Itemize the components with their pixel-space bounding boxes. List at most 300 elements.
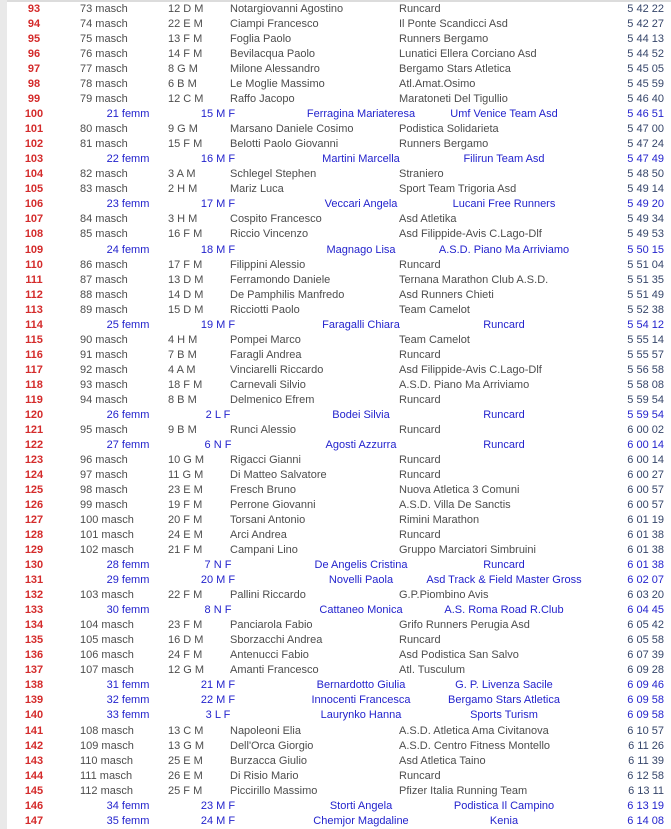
- athlete-name-cell: Filippini Alessio: [230, 258, 306, 271]
- time-cell: 5 56 58: [627, 363, 664, 376]
- time-cell: 6 03 20: [627, 589, 664, 602]
- rank-cell: 137: [24, 664, 44, 677]
- category-cell: 19 M F: [200, 318, 236, 331]
- athlete-name-cell: Torsani Antonio: [230, 514, 306, 527]
- result-row: [0, 152, 671, 167]
- rank-cell: 142: [24, 739, 44, 752]
- team-cell: A.S.D. Atletica Ama Civitanova: [399, 724, 549, 737]
- athlete-name-cell: Burzacca Giulio: [230, 754, 308, 767]
- athlete-name-cell: Piccirillo Massimo: [230, 784, 318, 797]
- category-cell: 17 F M: [168, 258, 203, 271]
- time-cell: 6 01 38: [627, 544, 664, 557]
- time-cell: 5 52 38: [627, 303, 664, 316]
- team-cell: Pfizer Italia Running Team: [399, 784, 528, 797]
- category-cell: 18 F M: [168, 378, 203, 391]
- team-cell: Asd Atletica Taino: [399, 754, 486, 767]
- gender-rank-cell: 105 masch: [80, 634, 134, 647]
- team-cell: Grifo Runners Perugia Asd: [399, 619, 530, 632]
- team-cell: Asd Filippide-Avis C.Lago-Dlf: [399, 228, 542, 241]
- result-row: [0, 197, 671, 212]
- category-cell: 3 L F: [205, 709, 231, 722]
- rank-cell: 101: [24, 123, 44, 136]
- result-row: [0, 17, 671, 32]
- time-cell: 6 11 39: [628, 754, 664, 767]
- rank-cell: 108: [24, 228, 44, 241]
- rank-cell: 127: [24, 514, 44, 527]
- athlete-name-cell: Novelli Paola: [328, 574, 394, 587]
- gender-rank-cell: 86 masch: [80, 258, 128, 271]
- team-cell: Runners Bergamo: [399, 138, 489, 151]
- athlete-name-cell: Ferramondo Daniele: [230, 273, 331, 286]
- athlete-name-cell: Ricciotti Paolo: [230, 303, 300, 316]
- team-cell: Runcard: [483, 408, 525, 421]
- time-cell: 5 54 12: [627, 318, 664, 331]
- time-cell: 5 49 53: [627, 228, 664, 241]
- category-cell: 23 F M: [168, 619, 203, 632]
- athlete-name-cell: Martini Marcella: [322, 153, 400, 166]
- result-row: [0, 243, 671, 258]
- rank-cell: 94: [27, 18, 41, 31]
- team-cell: Runcard: [483, 559, 525, 572]
- category-cell: 15 D M: [168, 303, 204, 316]
- result-row: [0, 137, 671, 152]
- athlete-name-cell: Dell'Orca Giorgio: [230, 739, 314, 752]
- time-cell: 5 45 59: [627, 78, 664, 91]
- athlete-name-cell: Mariz Luca: [230, 183, 284, 196]
- result-row: [0, 32, 671, 47]
- team-cell: Umf Venice Team Asd: [450, 108, 558, 121]
- result-row: [0, 588, 671, 603]
- result-row: [0, 273, 671, 288]
- team-cell: Nuova Atletica 3 Comuni: [399, 484, 520, 496]
- result-row: [0, 724, 671, 739]
- gender-rank-cell: 93 masch: [80, 378, 128, 391]
- team-cell: Runcard: [399, 453, 441, 466]
- athlete-name-cell: Ciampi Francesco: [230, 18, 319, 31]
- result-row: [0, 754, 671, 769]
- time-cell: 6 05 42: [627, 619, 664, 632]
- team-cell: G. P. Livenza Sacile: [455, 679, 553, 692]
- rank-cell: 131: [24, 574, 44, 587]
- gender-rank-cell: 100 masch: [80, 514, 134, 527]
- results-table: [0, 2, 671, 829]
- time-cell: 5 49 34: [627, 213, 664, 226]
- athlete-name-cell: Pompei Marco: [230, 333, 301, 346]
- team-cell: A.S.D. Villa De Sanctis: [399, 499, 511, 512]
- gender-rank-cell: 77 masch: [80, 63, 128, 76]
- time-cell: 5 46 51: [627, 108, 664, 121]
- time-cell: 6 09 58: [627, 709, 664, 722]
- category-cell: 26 E M: [168, 769, 203, 782]
- rank-cell: 143: [24, 754, 44, 767]
- result-row: [0, 288, 671, 303]
- gender-rank-cell: 84 masch: [80, 213, 128, 226]
- athlete-name-cell: Marsano Daniele Cosimo: [230, 123, 354, 136]
- time-cell: 5 42 27: [627, 18, 664, 31]
- category-cell: 24 M F: [200, 814, 236, 827]
- time-cell: 5 59 54: [627, 408, 664, 421]
- time-cell: 6 05 58: [627, 634, 664, 647]
- result-row: [0, 438, 671, 453]
- rank-cell: 109: [24, 243, 44, 256]
- athlete-name-cell: Panciarola Fabio: [230, 619, 313, 632]
- category-cell: 10 G M: [168, 453, 205, 466]
- gender-rank-cell: 26 femm: [106, 408, 150, 421]
- time-cell: 5 51 35: [627, 273, 664, 286]
- athlete-name-cell: Pallini Riccardo: [230, 589, 306, 602]
- gender-rank-cell: 73 masch: [80, 3, 128, 15]
- team-cell: Ternana Marathon Club A.S.D.: [399, 273, 549, 286]
- result-row: [0, 678, 671, 693]
- category-cell: 20 F M: [168, 514, 203, 527]
- gender-rank-cell: 80 masch: [80, 123, 128, 136]
- athlete-name-cell: Notargiovanni Agostino: [230, 3, 344, 15]
- gender-rank-cell: 83 masch: [80, 183, 128, 196]
- team-cell: Runcard: [399, 468, 441, 481]
- rank-cell: 133: [24, 604, 44, 617]
- result-row: [0, 769, 671, 784]
- rank-cell: 144: [24, 769, 44, 782]
- result-row: [0, 498, 671, 513]
- category-cell: 6 B M: [168, 78, 197, 91]
- category-cell: 14 F M: [168, 48, 203, 61]
- category-cell: 20 M F: [200, 574, 236, 587]
- gender-rank-cell: 21 femm: [106, 108, 150, 121]
- rank-cell: 125: [24, 484, 44, 496]
- time-cell: 6 00 27: [627, 468, 664, 481]
- rank-cell: 110: [25, 258, 43, 271]
- rank-cell: 100: [24, 108, 44, 121]
- category-cell: 9 G M: [168, 123, 198, 136]
- result-row: [0, 303, 671, 318]
- category-cell: 15 F M: [168, 138, 203, 151]
- athlete-name-cell: Di Matteo Salvatore: [230, 468, 327, 481]
- result-row: [0, 663, 671, 678]
- gender-rank-cell: 25 femm: [106, 318, 150, 331]
- team-cell: Lunatici Ellera Corciano Asd: [399, 48, 537, 61]
- category-cell: 16 F M: [168, 228, 203, 241]
- gender-rank-cell: 85 masch: [80, 228, 128, 241]
- time-cell: 6 09 46: [627, 679, 664, 692]
- athlete-name-cell: Delmenico Efrem: [230, 393, 315, 406]
- gender-rank-cell: 101 masch: [80, 529, 134, 542]
- time-cell: 6 01 38: [627, 529, 664, 542]
- gender-rank-cell: 90 masch: [80, 333, 128, 346]
- gender-rank-cell: 110 masch: [80, 754, 133, 767]
- team-cell: Asd Track & Field Master Gross: [426, 574, 582, 587]
- athlete-name-cell: Magnago Lisa: [326, 243, 396, 256]
- rank-cell: 115: [25, 333, 43, 346]
- rank-cell: 145: [24, 784, 44, 797]
- rank-cell: 104: [24, 168, 44, 181]
- result-row: [0, 603, 671, 618]
- time-cell: 5 59 54: [627, 393, 664, 406]
- team-cell: Maratoneti Del Tigullio: [399, 93, 508, 106]
- team-cell: Kenia: [489, 814, 519, 827]
- result-row: [0, 258, 671, 273]
- athlete-name-cell: Agosti Azzurra: [325, 438, 397, 451]
- time-cell: 6 00 57: [627, 499, 664, 512]
- rank-cell: 97: [27, 63, 41, 76]
- result-row: [0, 62, 671, 77]
- gender-rank-cell: 108 masch: [80, 724, 134, 737]
- team-cell: Runcard: [399, 393, 441, 406]
- result-row: [0, 47, 671, 62]
- athlete-name-cell: Milone Alessandro: [230, 63, 320, 76]
- category-cell: 7 N F: [204, 559, 232, 572]
- rank-cell: 130: [24, 559, 44, 572]
- gender-rank-cell: 29 femm: [106, 574, 150, 587]
- category-cell: 2 H M: [168, 183, 198, 196]
- rank-cell: 132: [24, 589, 44, 602]
- time-cell: 6 13 19: [627, 799, 664, 812]
- team-cell: Runcard: [399, 769, 441, 782]
- gender-rank-cell: 33 femm: [106, 709, 150, 722]
- result-row: [0, 318, 671, 333]
- time-cell: 6 09 28: [627, 664, 664, 677]
- result-row: [0, 618, 671, 633]
- rank-cell: 117: [25, 363, 43, 376]
- gender-rank-cell: 31 femm: [106, 679, 150, 692]
- result-row: [0, 633, 671, 648]
- rank-cell: 107: [24, 213, 44, 226]
- time-cell: 5 58 08: [627, 378, 664, 391]
- gender-rank-cell: 94 masch: [80, 393, 128, 406]
- rank-cell: 136: [24, 649, 44, 662]
- gender-rank-cell: 95 masch: [80, 423, 128, 436]
- result-row: [0, 468, 671, 483]
- result-row: [0, 122, 671, 137]
- category-cell: 13 F M: [168, 33, 203, 46]
- result-row: [0, 513, 671, 528]
- athlete-name-cell: Runci Alessio: [230, 423, 297, 436]
- rank-cell: 135: [24, 634, 44, 647]
- athlete-name-cell: Rigacci Gianni: [230, 453, 301, 466]
- category-cell: 14 D M: [168, 288, 204, 301]
- team-cell: A.S.D. Centro Fitness Montello: [399, 739, 551, 752]
- gender-rank-cell: 99 masch: [80, 499, 128, 512]
- category-cell: 18 M F: [200, 243, 236, 256]
- team-cell: Podistica Solidarieta: [399, 123, 499, 136]
- team-cell: Runcard: [399, 348, 441, 361]
- athlete-name-cell: Napoleoni Elia: [230, 724, 301, 737]
- category-cell: 15 M F: [200, 108, 236, 121]
- athlete-name-cell: Foglia Paolo: [230, 33, 292, 46]
- team-cell: Il Ponte Scandicci Asd: [399, 18, 508, 31]
- athlete-name-cell: Chemjor Magdaline: [313, 814, 409, 827]
- result-row: [0, 693, 671, 708]
- athlete-name-cell: Bernardotto Giulia: [316, 679, 406, 692]
- team-cell: Atl. Tusculum: [399, 664, 466, 677]
- time-cell: 5 49 20: [627, 198, 664, 211]
- category-cell: 12 D M: [168, 3, 204, 15]
- category-cell: 9 B M: [168, 423, 197, 436]
- team-cell: Asd Filippide-Avis C.Lago-Dlf: [399, 363, 542, 376]
- rank-cell: 134: [24, 619, 44, 632]
- result-row: [0, 227, 671, 242]
- category-cell: 8 G M: [168, 63, 198, 76]
- result-row: [0, 77, 671, 92]
- athlete-name-cell: Veccari Angela: [324, 198, 398, 211]
- rank-cell: 126: [24, 499, 44, 512]
- gender-rank-cell: 111 masch: [80, 769, 133, 782]
- category-cell: 16 M F: [200, 153, 236, 166]
- category-cell: 12 C M: [168, 93, 204, 106]
- team-cell: Team Camelot: [399, 303, 470, 316]
- time-cell: 5 42 22: [627, 3, 664, 15]
- team-cell: G.P.Piombino Avis: [399, 589, 489, 602]
- gender-rank-cell: 22 femm: [106, 153, 150, 166]
- gender-rank-cell: 88 masch: [80, 288, 128, 301]
- time-cell: 6 00 02: [627, 423, 664, 436]
- category-cell: 19 F M: [168, 499, 203, 512]
- athlete-name-cell: De Pamphilis Manfredo: [230, 288, 345, 301]
- team-cell: Straniero: [399, 168, 444, 181]
- time-cell: 6 00 14: [627, 438, 664, 451]
- time-cell: 6 07 39: [627, 649, 664, 662]
- time-cell: 6 12 58: [627, 769, 664, 782]
- gender-rank-cell: 24 femm: [106, 243, 150, 256]
- athlete-name-cell: Riccio Vincenzo: [230, 228, 309, 241]
- rank-cell: 123: [24, 453, 44, 466]
- category-cell: 24 F M: [168, 649, 203, 662]
- time-cell: 6 11 26: [628, 739, 664, 752]
- category-cell: 7 B M: [168, 348, 197, 361]
- athlete-name-cell: Vinciarelli Riccardo: [230, 363, 324, 376]
- category-cell: 13 D M: [168, 273, 204, 286]
- result-row: [0, 648, 671, 663]
- team-cell: Bergamo Stars Atletica: [448, 694, 560, 707]
- time-cell: 5 47 24: [627, 138, 664, 151]
- time-cell: 5 47 00: [627, 123, 664, 136]
- rank-cell: 105: [24, 183, 44, 196]
- time-cell: 5 47 49: [627, 153, 664, 166]
- team-cell: A.S.D. Piano Ma Arriviamo: [399, 378, 530, 391]
- rank-cell: 147: [24, 814, 44, 827]
- rank-cell: 113: [25, 303, 43, 316]
- time-cell: 6 10 57: [627, 724, 664, 737]
- rank-cell: 120: [24, 408, 44, 421]
- category-cell: 13 C M: [168, 724, 204, 737]
- result-row: [0, 92, 671, 107]
- result-row: [0, 423, 671, 438]
- gender-rank-cell: 28 femm: [106, 559, 150, 572]
- team-cell: Sports Turism: [470, 709, 538, 722]
- athlete-name-cell: Antenucci Fabio: [230, 649, 309, 662]
- result-row: [0, 107, 671, 122]
- rank-cell: 140: [24, 709, 44, 722]
- rank-cell: 122: [24, 438, 44, 451]
- team-cell: Runcard: [399, 634, 441, 647]
- gender-rank-cell: 89 masch: [80, 303, 128, 316]
- rank-cell: 99: [27, 93, 41, 106]
- result-row: [0, 739, 671, 754]
- result-row: [0, 363, 671, 378]
- gender-rank-cell: 34 femm: [106, 799, 150, 812]
- category-cell: 24 E M: [168, 529, 203, 542]
- athlete-name-cell: Faragli Andrea: [230, 348, 302, 361]
- athlete-name-cell: Cattaneo Monica: [319, 604, 403, 617]
- athlete-name-cell: Carnevali Silvio: [230, 378, 306, 391]
- time-cell: 5 45 05: [627, 63, 664, 76]
- gender-rank-cell: 32 femm: [106, 694, 150, 707]
- rank-cell: 141: [24, 724, 44, 737]
- category-cell: 8 B M: [168, 393, 197, 406]
- gender-rank-cell: 79 masch: [80, 93, 128, 106]
- result-row: [0, 182, 671, 197]
- athlete-name-cell: Bevilacqua Paolo: [230, 48, 316, 61]
- gender-rank-cell: 102 masch: [80, 544, 134, 557]
- athlete-name-cell: Raffo Jacopo: [230, 93, 295, 106]
- category-cell: 4 A M: [168, 363, 196, 376]
- result-row: [0, 708, 671, 723]
- category-cell: 3 H M: [168, 213, 198, 226]
- athlete-name-cell: Faragalli Chiara: [322, 318, 400, 331]
- gender-rank-cell: 112 masch: [80, 784, 133, 797]
- team-cell: Runners Bergamo: [399, 33, 489, 46]
- time-cell: 6 02 07: [627, 574, 664, 587]
- category-cell: 25 E M: [168, 754, 203, 767]
- time-cell: 6 14 08: [627, 814, 664, 827]
- result-row: [0, 333, 671, 348]
- athlete-name-cell: Storti Angela: [329, 799, 393, 812]
- gender-rank-cell: 35 femm: [106, 814, 150, 827]
- rank-cell: 98: [27, 78, 41, 91]
- gender-rank-cell: 98 masch: [80, 484, 128, 496]
- category-cell: 4 H M: [168, 333, 198, 346]
- team-cell: Runcard: [399, 423, 441, 436]
- category-cell: 21 M F: [200, 679, 236, 692]
- athlete-name-cell: Schlegel Stephen: [230, 168, 317, 181]
- team-cell: Gruppo Marciatori Simbruini: [399, 544, 536, 557]
- result-row: [0, 483, 671, 498]
- category-cell: 16 D M: [168, 634, 204, 647]
- time-cell: 5 46 40: [627, 93, 664, 106]
- result-row: [0, 2, 671, 17]
- result-row: [0, 453, 671, 468]
- gender-rank-cell: 103 masch: [80, 589, 134, 602]
- rank-cell: 111: [25, 273, 43, 286]
- time-cell: 6 01 19: [627, 514, 664, 527]
- category-cell: 21 F M: [168, 544, 203, 557]
- time-cell: 6 01 38: [627, 559, 664, 572]
- rank-cell: 129: [24, 544, 44, 557]
- athlete-name-cell: Laurynko Hanna: [320, 709, 402, 722]
- team-cell: Runcard: [399, 3, 441, 15]
- rank-cell: 96: [27, 48, 41, 61]
- gender-rank-cell: 92 masch: [80, 363, 128, 376]
- team-cell: Rimini Marathon: [399, 514, 480, 527]
- rank-cell: 138: [24, 679, 44, 692]
- category-cell: 23 M F: [200, 799, 236, 812]
- result-row: [0, 784, 671, 799]
- athlete-name-cell: Bodei Silvia: [332, 408, 390, 421]
- rank-cell: 139: [24, 694, 44, 707]
- gender-rank-cell: 78 masch: [80, 78, 128, 91]
- result-row: [0, 558, 671, 573]
- athlete-name-cell: Le Moglie Massimo: [230, 78, 325, 91]
- team-cell: Lucani Free Runners: [452, 198, 556, 211]
- team-cell: Atl.Amat.Osimo: [399, 78, 476, 91]
- category-cell: 17 M F: [200, 198, 236, 211]
- gender-rank-cell: 107 masch: [80, 664, 134, 677]
- gender-rank-cell: 106 masch: [80, 649, 134, 662]
- category-cell: 22 F M: [168, 589, 203, 602]
- rank-cell: 102: [24, 138, 44, 151]
- time-cell: 6 00 14: [627, 453, 664, 466]
- category-cell: 3 A M: [168, 168, 196, 181]
- rank-cell: 119: [25, 393, 43, 406]
